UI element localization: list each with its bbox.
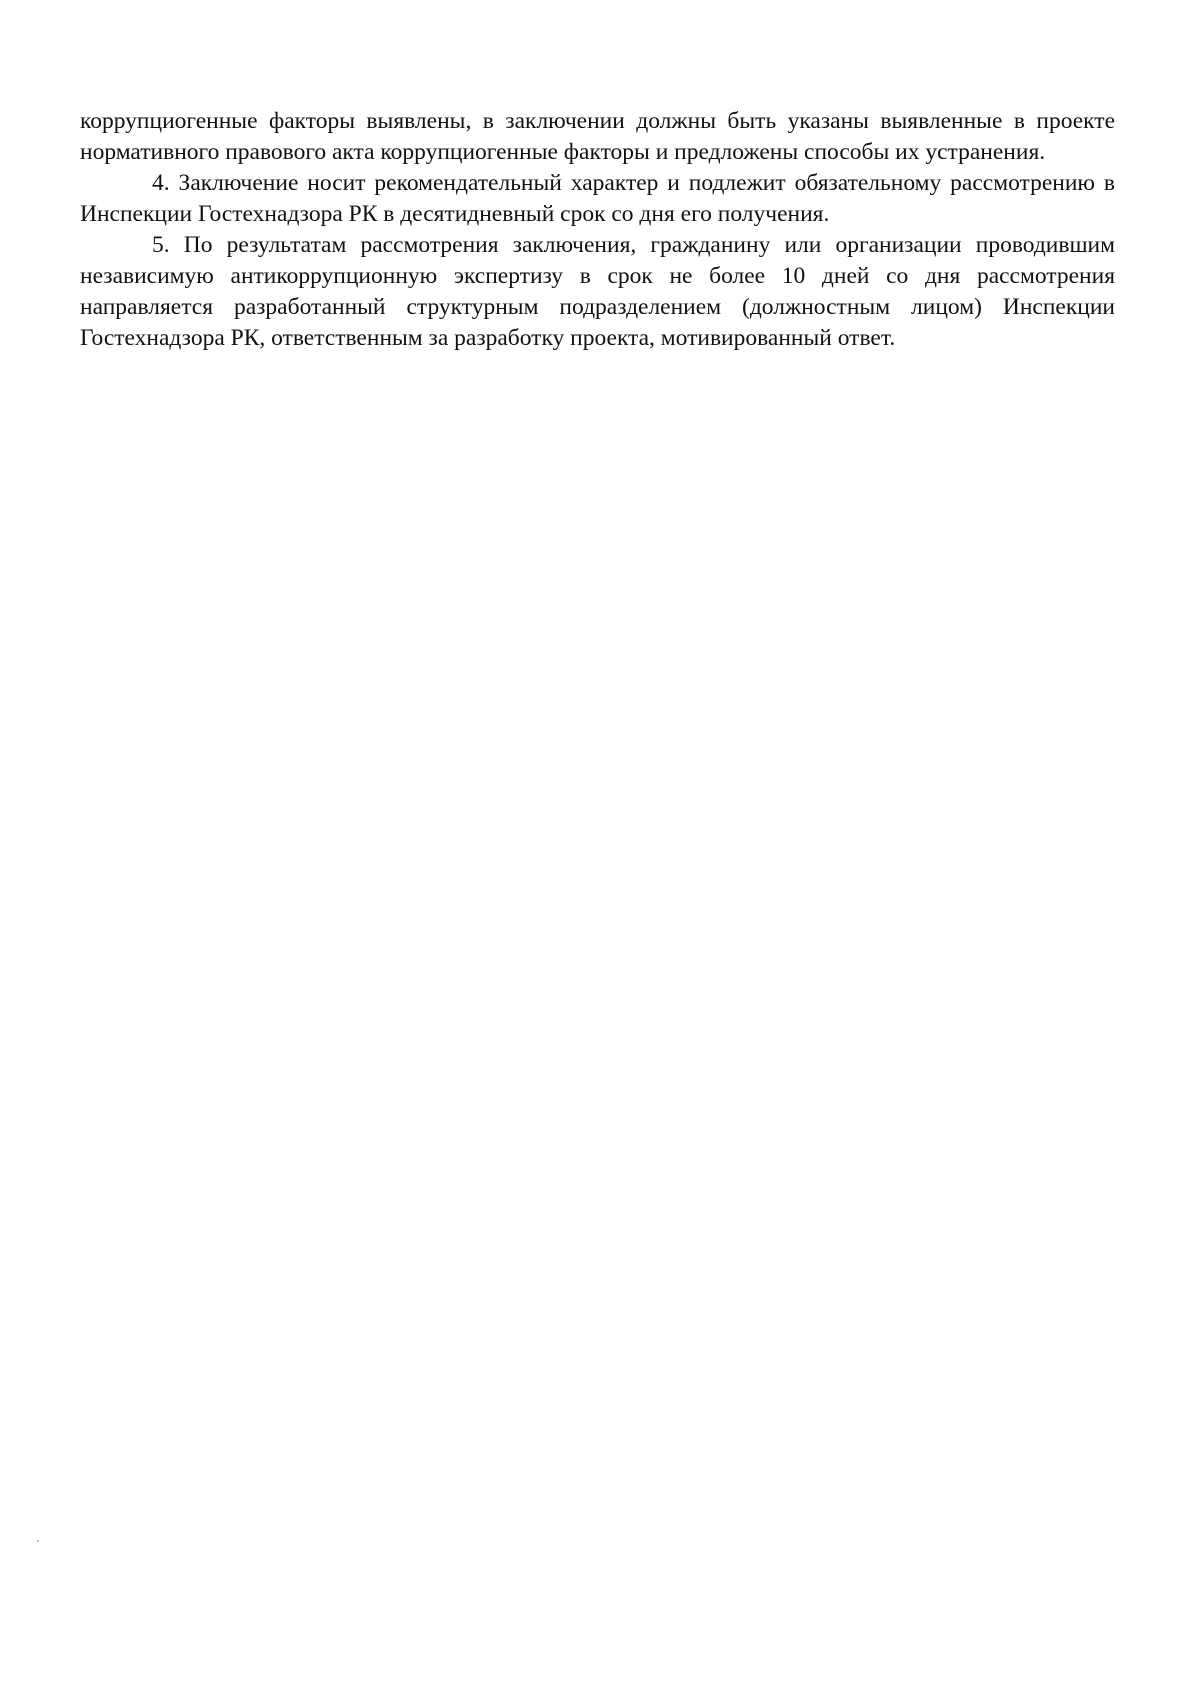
document-body — [80, 106, 1115, 354]
paragraph-item-5: 5. По результатам рассмотрения заключения, гражданину или организации проводившим независимую антикоррупционную экспертизу в срок не более 10 дней со дня рассмотрения направляется разработанный структурным подразделением (должностным лицом) Инспекции Гостехнадзора РК, ответственным за разработку проекта, мотивированный ответ. — [80, 232, 1115, 351]
paragraph-item-4: 4. Заключение носит рекомендательный характер и подлежит обязательному рассмотрению в Инспекции Гостехнадзора РК в десятидневный срок со дня его получения. — [80, 170, 1115, 227]
scan-artifact — [37, 1540, 39, 1542]
paragraph-continuation: коррупциогенные факторы выявлены, в заключении должны быть указаны выявленные в проекте нормативного правового акта коррупциогенные факторы и предложены способы их устранения. — [80, 108, 1115, 165]
